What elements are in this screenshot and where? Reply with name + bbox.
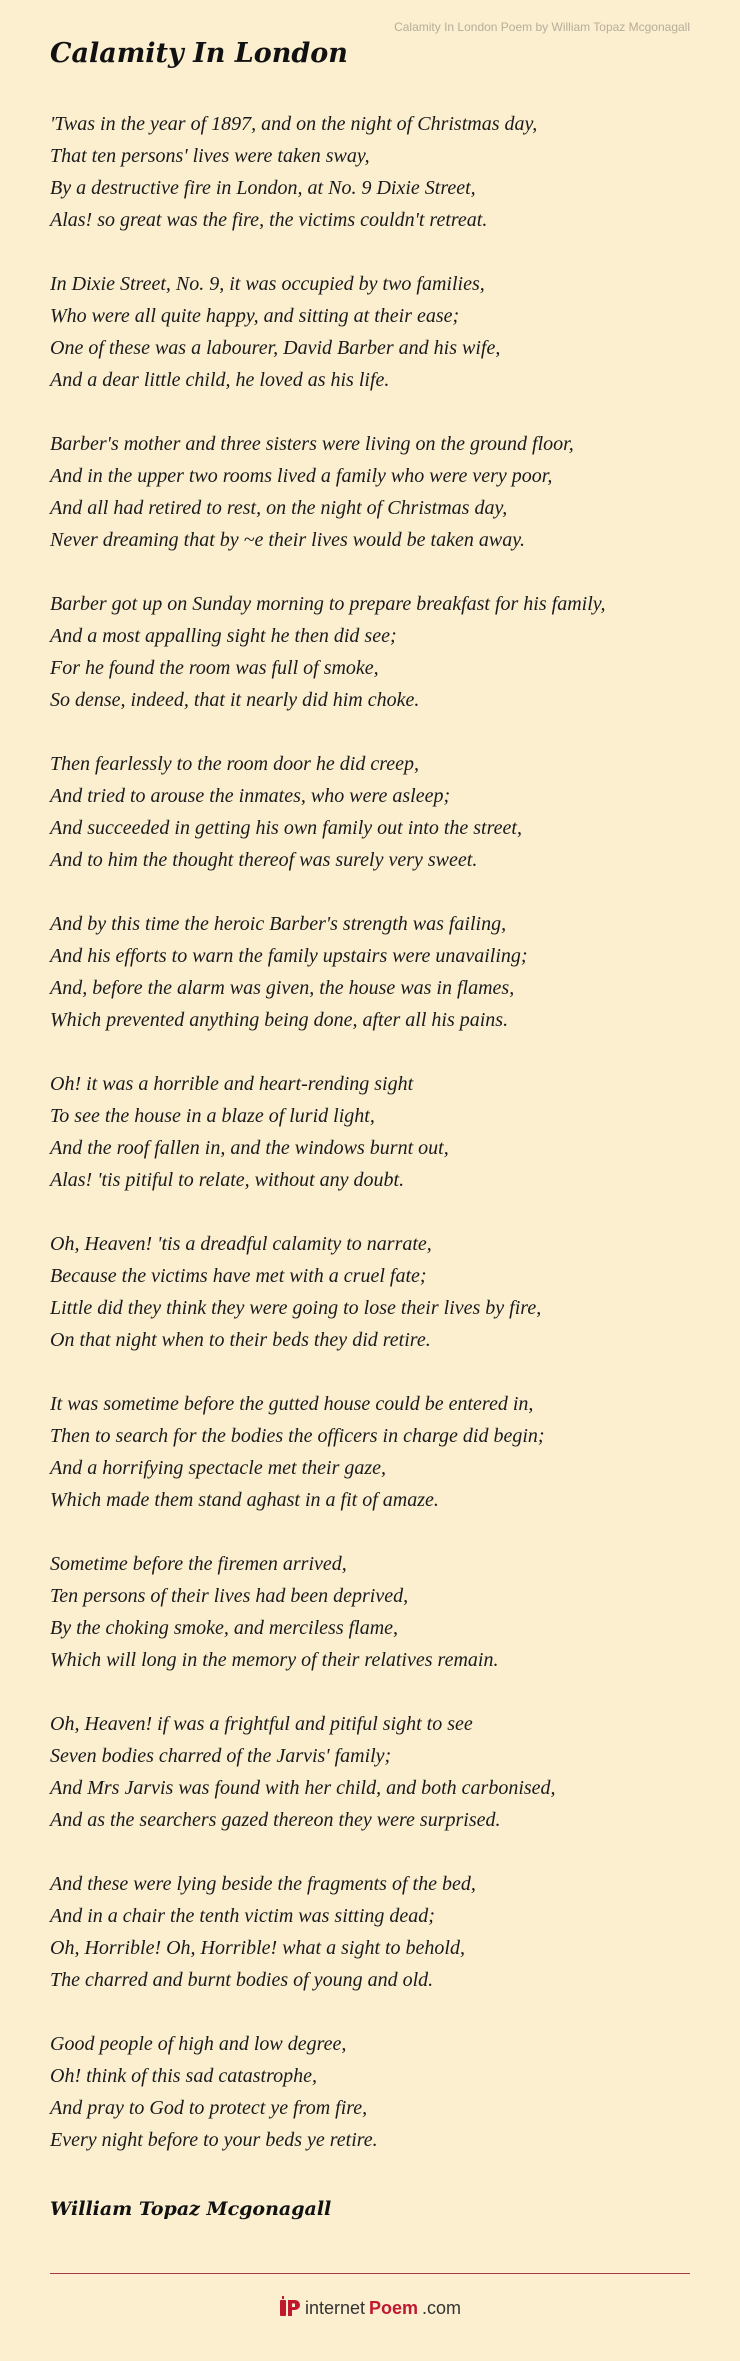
- poem-line: And a dear little child, he loved as his life.: [50, 369, 390, 391]
- poem-stanza: [50, 1708, 710, 1836]
- poem-line: And these were lying beside the fragments of the bed,: [50, 1873, 476, 1895]
- poem-line: To see the house in a blaze of lurid light,: [50, 1105, 375, 1127]
- poem-title: Calamity In London: [50, 38, 348, 69]
- poem-stanza: [50, 748, 710, 876]
- brand-text-poem: Poem: [369, 2297, 419, 2318]
- poem-stanza: [50, 1228, 710, 1356]
- poem-line: Who were all quite happy, and sitting at their ease;: [50, 305, 460, 327]
- poem-line: And his efforts to warn the family upstairs were unavailing;: [50, 945, 528, 967]
- poem-line: And pray to God to protect ye from fire,: [50, 2097, 368, 2119]
- poem-line: Little did they think they were going to lose their lives by fire,: [50, 1297, 542, 1319]
- poem-body: [50, 108, 710, 2188]
- poem-line: And tried to arouse the inmates, who were asleep;: [50, 785, 451, 807]
- poem-line: The charred and burnt bodies of young and old.: [50, 1969, 434, 1991]
- poem-line: Which made them stand aghast in a fit of amaze.: [50, 1489, 439, 1511]
- poem-line: Oh! it was a horrible and heart-rending sight: [50, 1073, 414, 1095]
- poem-line: Which will long in the memory of their relatives remain.: [50, 1649, 499, 1671]
- poem-stanza: [50, 1388, 710, 1516]
- poem-line: And in the upper two rooms lived a family who were very poor,: [50, 465, 553, 487]
- poem-stanza: [50, 1868, 710, 1996]
- poem-line: And Mrs Jarvis was found with her child, and both carbonised,: [50, 1777, 556, 1799]
- poem-line: 'Twas in the year of 1897, and on the night of Christmas day,: [50, 113, 538, 135]
- poem-line: By a destructive fire in London, at No. 9 Dixie Street,: [50, 177, 476, 199]
- poem-line: Sometime before the firemen arrived,: [50, 1553, 347, 1575]
- poem-line: In Dixie Street, No. 9, it was occupied by two families,: [50, 273, 485, 295]
- poem-line: And by this time the heroic Barber's strength was failing,: [50, 913, 507, 935]
- brand-text-domain: .com: [422, 2297, 462, 2318]
- poem-stanza: [50, 908, 710, 1036]
- poem-line: So dense, indeed, that it nearly did him choke.: [50, 689, 420, 711]
- poem-line: Oh, Horrible! Oh, Horrible! what a sight to behold,: [50, 1937, 465, 1959]
- poem-stanza: [50, 428, 710, 556]
- poem-stanza: [50, 2028, 710, 2156]
- site-brand[interactable]: [0, 2296, 740, 2325]
- poem-line: Good people of high and low degree,: [50, 2033, 347, 2055]
- poem-line: And as the searchers gazed thereon they were surprised.: [50, 1809, 501, 1831]
- poem-line: Oh, Heaven! if was a frightful and pitiful sight to see: [50, 1713, 473, 1735]
- poem-line: And the roof fallen in, and the windows burnt out,: [50, 1137, 449, 1159]
- poem-line: That ten persons' lives were taken sway,: [50, 145, 370, 167]
- poem-line: Every night before to your beds ye retire.: [50, 2129, 378, 2151]
- poem-line: Never dreaming that by ~e their lives would be taken away.: [50, 529, 525, 551]
- poem-line: It was sometime before the gutted house could be entered in,: [50, 1393, 534, 1415]
- poem-author[interactable]: William Topaz Mcgonagall: [50, 2198, 332, 2220]
- poem-line: Then fearlessly to the room door he did creep,: [50, 753, 420, 775]
- poem-line: Because the victims have met with a cruel fate;: [50, 1265, 427, 1287]
- poem-line: And in a chair the tenth victim was sitting dead;: [50, 1905, 435, 1927]
- poem-stanza: [50, 268, 710, 396]
- poem-line: Which prevented anything being done, after all his pains.: [50, 1009, 509, 1031]
- poem-line: One of these was a labourer, David Barber and his wife,: [50, 337, 501, 359]
- poem-line: Alas! so great was the fire, the victims couldn't retreat.: [50, 209, 488, 231]
- poem-line: On that night when to their beds they did retire.: [50, 1329, 431, 1351]
- page-credit: Calamity In London Poem by William Topaz Mcgonagall: [394, 20, 690, 34]
- poem-line: Barber got up on Sunday morning to prepare breakfast for his family,: [50, 593, 606, 615]
- poem-line: And, before the alarm was given, the house was in flames,: [50, 977, 515, 999]
- poem-stanza: [50, 1548, 710, 1676]
- poem-line: Seven bodies charred of the Jarvis' family;: [50, 1745, 392, 1767]
- poem-line: And all had retired to rest, on the night of Christmas day,: [50, 497, 508, 519]
- poem-stanza: [50, 1068, 710, 1196]
- ip-logo-icon: [279, 2296, 301, 2320]
- poem-line: For he found the room was full of smoke,: [50, 657, 379, 679]
- poem-line: Alas! 'tis pitiful to relate, without any doubt.: [50, 1169, 405, 1191]
- poem-line: Oh! think of this sad catastrophe,: [50, 2065, 318, 2087]
- poem-line: Oh, Heaven! 'tis a dreadful calamity to narrate,: [50, 1233, 432, 1255]
- poem-stanza: [50, 108, 710, 236]
- poem-line: And a horrifying spectacle met their gaze,: [50, 1457, 387, 1479]
- poem-line: And a most appalling sight he then did see;: [50, 625, 397, 647]
- poem-line: Then to search for the bodies the officers in charge did begin;: [50, 1425, 545, 1447]
- poem-stanza: [50, 588, 710, 716]
- poem-line: Ten persons of their lives had been deprived,: [50, 1585, 409, 1607]
- footer-divider: [50, 2273, 690, 2274]
- poem-line: By the choking smoke, and merciless flame,: [50, 1617, 399, 1639]
- poem-line: Barber's mother and three sisters were living on the ground floor,: [50, 433, 574, 455]
- poem-line: And to him the thought thereof was surely very sweet.: [50, 849, 478, 871]
- brand-text-internet: internet: [304, 2297, 365, 2318]
- poem-line: And succeeded in getting his own family out into the street,: [50, 817, 522, 839]
